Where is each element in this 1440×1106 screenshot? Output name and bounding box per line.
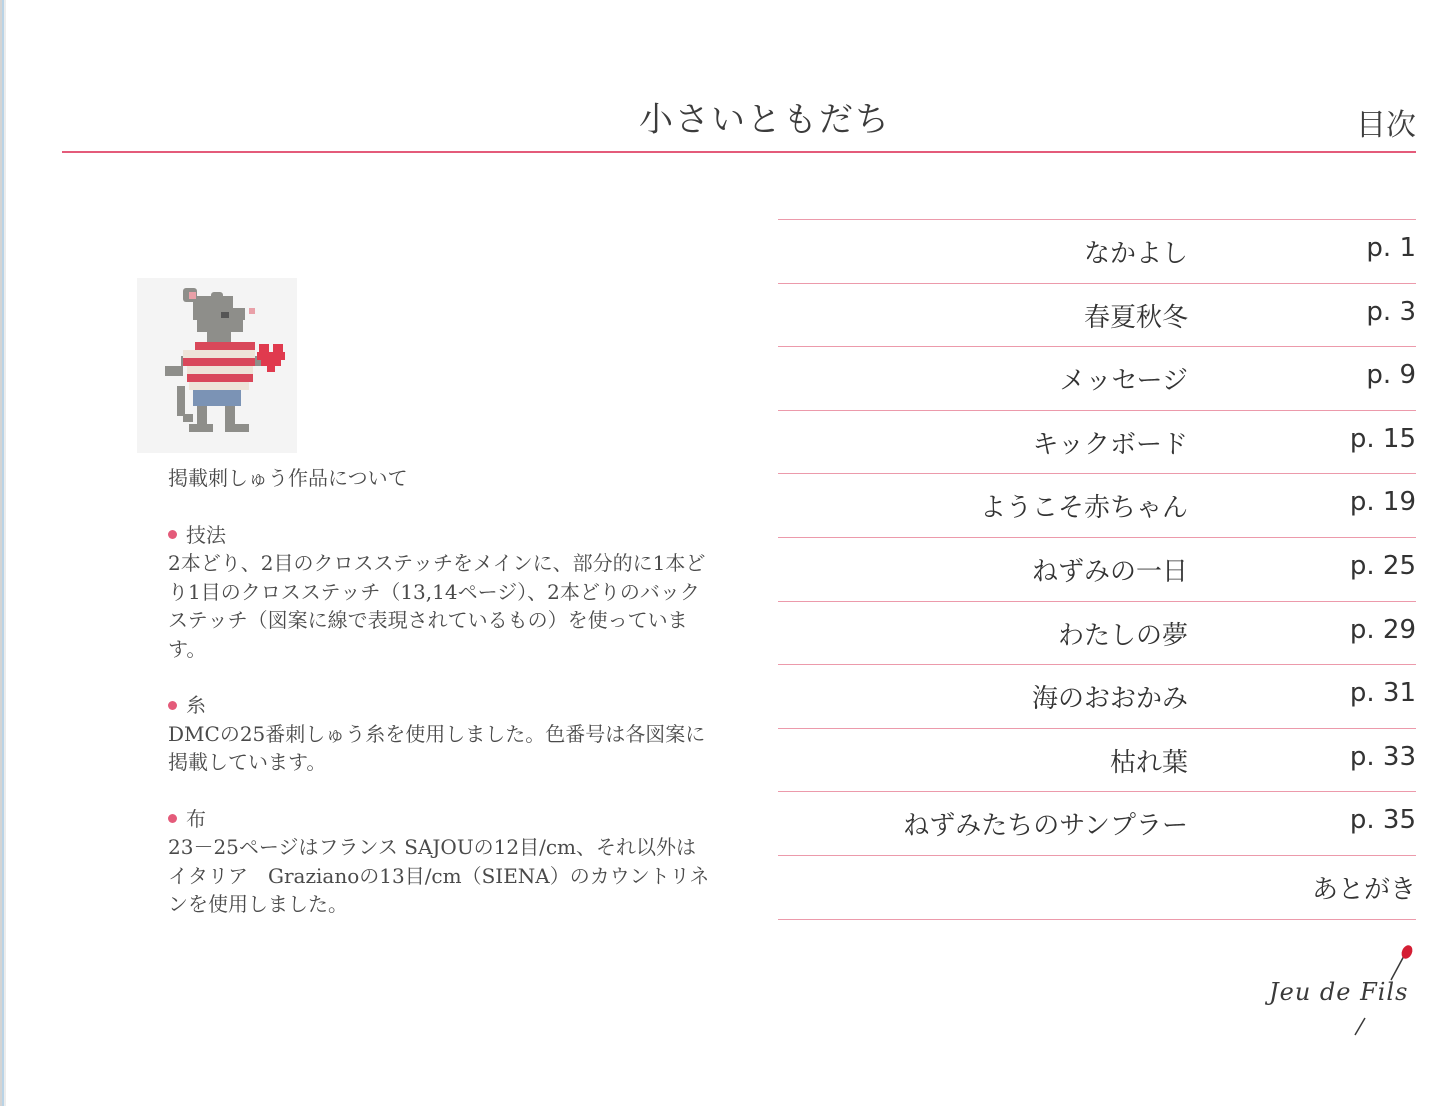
bullet-icon [168,814,177,823]
toc-title: ねずみの一日 [1031,556,1188,587]
page-edge-light [4,0,6,1106]
toc-title: 海のおおかみ [1031,684,1188,715]
sewing-pin-icon [1255,940,1420,1045]
title-divider [62,151,1416,153]
section-heading: 布 [186,806,206,831]
toc-page: p. 31 [1349,678,1416,709]
logo-text: Jeu de Fils [1269,978,1409,1006]
toc-row[interactable] [778,220,1416,284]
toc-title: キックボード [1032,429,1188,460]
section-heading: 技法 [186,522,226,547]
toc-page: p. 9 [1366,360,1416,391]
section-body: 23－25ページはフランス SAJOUの12目/cm、それ以外はイタリア Grazianoの13目/cm（SIENA）のカウントリネンを使用しました。 [168,835,710,916]
toc-title: ねずみたちのサンプラー [903,811,1188,842]
toc-page: p. 1 [1366,233,1416,263]
notes-intro: 掲載刺しゅう作品について [168,466,408,490]
toc-row[interactable] [778,665,1416,729]
toc-row[interactable] [778,792,1416,856]
toc-title: わたしの夢 [1057,620,1188,651]
page-title: 小さいともだち [639,100,891,140]
toc-page: p. 25 [1349,550,1416,581]
toc-page: p. 33 [1349,741,1416,772]
toc-row[interactable] [778,284,1416,348]
toc-title: 春夏秋冬 [1083,302,1188,333]
toc-title: ようこそ赤ちゃん [979,493,1188,524]
toc-title: メッセージ [1059,366,1188,397]
toc-page: p. 3 [1366,296,1416,327]
toc-title: 枯れ葉 [1109,747,1188,778]
toc-page: p. 29 [1349,614,1416,645]
toc-row[interactable] [778,856,1416,920]
toc-page: p. 35 [1349,805,1416,836]
toc-heading: 目次 [1356,108,1416,143]
embroidery-notes [168,464,713,947]
toc-row[interactable] [778,347,1416,411]
toc-row[interactable] [778,602,1416,666]
toc-row[interactable] [778,474,1416,538]
bullet-icon [168,530,177,539]
notes-section-technique [168,521,713,664]
section-body: DMCの25番刺しゅう糸を使用しました。色番号は各図案に掲載しています。 [168,721,706,774]
notes-section-fabric [168,805,713,919]
section-heading: 糸 [186,693,206,717]
table-of-contents [778,219,1416,920]
bullet-icon [168,701,177,710]
toc-page: あとがき [1311,874,1416,905]
brand-logo [1255,940,1420,1045]
toc-page: p. 15 [1349,423,1416,454]
toc-row[interactable] [778,538,1416,602]
toc-row[interactable] [778,729,1416,793]
toc-page: p. 19 [1349,487,1416,518]
toc-row[interactable] [778,411,1416,475]
cross-stitch-mouse-icon [137,278,297,453]
toc-title: なかよし [1083,239,1188,269]
section-body: 2本どり、2目のクロスステッチをメインに、部分的に1本どり1目のクロスステッチ（13,14ページ）、2本どりのバックステッチ（図案に線で表現されているもの）を使っています。 [168,551,706,661]
notes-section-thread [168,691,713,777]
